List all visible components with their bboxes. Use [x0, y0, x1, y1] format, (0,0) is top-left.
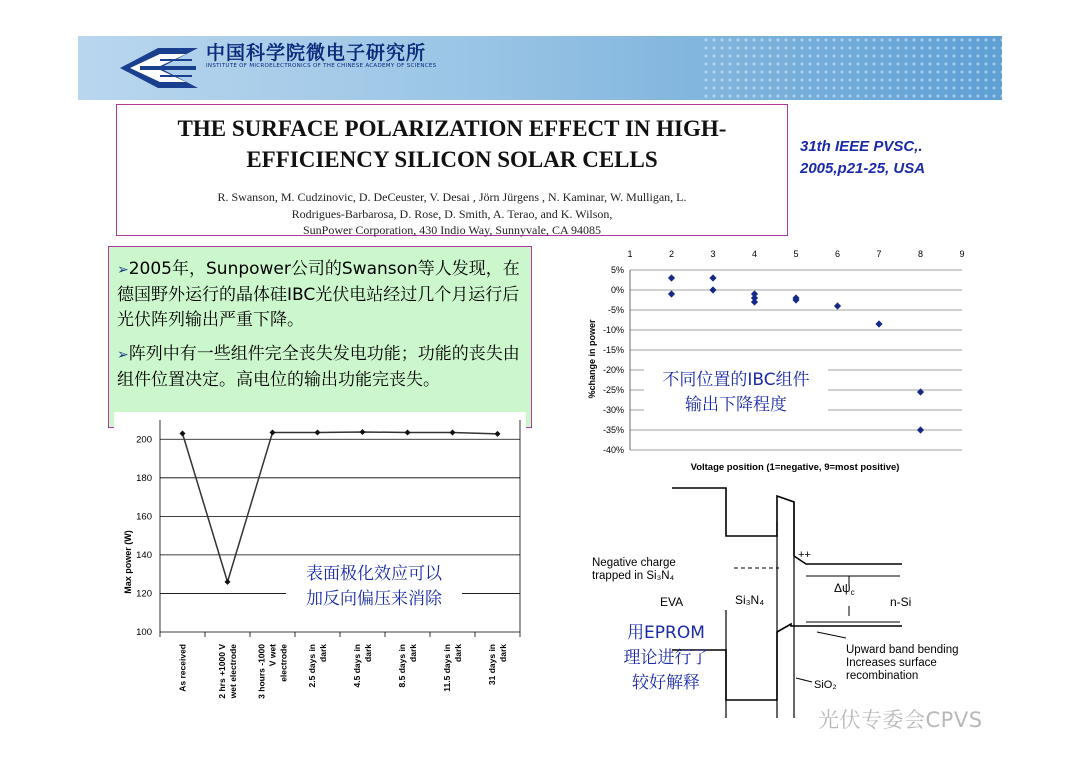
n-si-label: n-Si [890, 595, 912, 609]
summary-paragraph-1: ➢2005年，Sunpower公司的Swanson等人发现，在德国野外运行的晶体硅IBC光伏电站经过几个月运行后光伏阵列输出严重下降。 [117, 259, 520, 330]
band-callout: 用EPROM 理论进行了 较好解释 [623, 623, 709, 693]
power-category-text: dark [363, 644, 373, 662]
power-category-text: 8.5 days in [397, 644, 407, 688]
negative-charge-label: Negative charge [592, 557, 676, 569]
paper-authors [137, 189, 767, 239]
paper-title-line1: THE SURFACE POLARIZATION EFFECT IN HIGH- [177, 116, 727, 141]
scatter-y-tick: -10% [602, 325, 624, 335]
band-bending-label-2: Increases surface [846, 657, 937, 669]
scatter-point [917, 426, 924, 433]
scatter-callout: 不同位置的IBC组件 输出下降程度 [644, 368, 828, 418]
scatter-x-tick: 1 [627, 249, 633, 259]
scatter-y-tick: -5% [607, 305, 624, 315]
power-y-tick: 120 [136, 588, 152, 600]
power-category-text: 31 days in [487, 644, 497, 686]
power-y-tick: 140 [136, 549, 152, 561]
power-category-text: 2.5 days in [307, 644, 317, 688]
power-y-tick: 100 [136, 627, 152, 638]
bullet-arrow-icon: ➢ [117, 262, 129, 278]
scatter-y-tick: -15% [602, 345, 624, 355]
watermark: 光伏专委会CPVS [818, 708, 983, 732]
header-banner [78, 36, 1002, 100]
power-category-text: V wet [267, 644, 278, 667]
power-y-tick: 180 [136, 472, 152, 484]
power-change-scatter-chart [582, 244, 974, 476]
scatter-y-tick: -20% [602, 365, 624, 375]
scatter-point [668, 290, 675, 297]
negative-charge-label-2: trapped in Si₃N₄ [592, 570, 675, 582]
power-category-text: wet electrode [228, 644, 238, 699]
scatter-point [751, 298, 758, 305]
institute-name: 中国科学院微电子研究所 [206, 42, 427, 64]
conference-line1: 31th IEEE PVSC,. [800, 138, 923, 155]
power-category-text: dark [408, 644, 418, 662]
delta-psi-label: $\Delta\psi_c$ [834, 581, 855, 597]
summary-box [108, 246, 532, 428]
scatter-x-tick: 5 [793, 249, 799, 259]
positive-charge-signs: ++ [798, 549, 811, 561]
power-category-text: 3 hours -1000 [256, 644, 267, 699]
conduction-band-line [672, 488, 902, 564]
scatter-y-tick: 5% [610, 265, 624, 275]
scatter-y-tick: -40% [602, 445, 624, 455]
eva-label: EVA [660, 595, 684, 609]
scatter-x-axis-label: Voltage position (1=negative, 9=most positive) [690, 462, 900, 473]
scatter-x-tick: 8 [917, 249, 924, 259]
power-category-text: dark [453, 644, 463, 662]
paper-title-line2: EFFICIENCY SILICON SOLAR CELLS [246, 147, 658, 172]
power-category-text: As received [177, 644, 188, 692]
institute-subtitle: INSTITUTE OF MICROELECTRONICS OF THE CHINESE ACADEMY OF SCIENCES [206, 63, 437, 69]
power-callout: 表面极化效应可以 加反向偏压来消除 [286, 562, 462, 612]
authors-line2: Rodrigues-Barbarosa, D. Rose, D. Smith, A. Terao, and K. Wilson, [291, 206, 613, 221]
power-y-axis-label: Max power (W) [123, 530, 133, 594]
authors-line1: R. Swanson, M. Cudzinovic, D. DeCeuster, V. Desai , Jörn Jürgens , N. Kaminar, W. Mulligan, L. [217, 190, 687, 204]
conference-reference [800, 136, 1000, 180]
scatter-point [709, 274, 716, 281]
band-bending-label-1: Upward band bending [846, 644, 959, 656]
scatter-point [668, 274, 675, 281]
scatter-x-tick: 3 [710, 249, 716, 259]
scatter-x-tick: 4 [751, 249, 758, 259]
world-map-decoration [702, 36, 1002, 100]
power-category-label [217, 644, 238, 700]
sio2-label: SiO₂ [814, 679, 837, 691]
scatter-y-tick: -25% [602, 385, 624, 395]
scatter-y-axis-label: %change in power [587, 319, 597, 399]
scatter-x-tick: 9 [959, 249, 965, 259]
power-category-text: 11.5 days in [442, 644, 452, 692]
power-y-tick: 200 [136, 434, 152, 446]
scatter-point [834, 302, 841, 309]
summary-paragraph-2: ➢阵列中有一些组件完全丧失发电功能；功能的丧失由组件位置决定。高电位的输出功能完丧失。 [117, 344, 520, 390]
scatter-y-tick: -30% [602, 405, 624, 415]
power-category-text: 4.5 days in [352, 644, 362, 688]
bullet-arrow-icon: ➢ [117, 347, 129, 363]
scatter-point [709, 286, 716, 293]
power-category-label [178, 644, 188, 692]
conference-line2: 2005,p21-25, USA [800, 160, 926, 177]
scatter-point [875, 320, 882, 327]
power-category-text: dark [498, 644, 508, 662]
band-bending-label-3: recombination [846, 670, 919, 682]
si3n4-label: Si₃N₄ [735, 593, 765, 607]
power-y-tick: 160 [136, 511, 152, 523]
paper-title [117, 113, 787, 175]
scatter-x-tick: 7 [876, 249, 882, 259]
scatter-x-tick: 2 [668, 249, 675, 259]
scatter-y-tick: -35% [602, 425, 624, 435]
scatter-x-tick: 6 [834, 249, 841, 259]
power-category-text: 2 hrs +1000 V [217, 644, 227, 699]
paper-title-box [116, 104, 788, 236]
scatter-y-tick: 0% [610, 285, 624, 295]
power-category-text: electrode [278, 644, 289, 682]
institute-logo-icon [120, 42, 202, 94]
authors-line3: SunPower Corporation, 430 Indio Way, Sunnyvale, CA 94085 [302, 223, 602, 237]
power-category-text: dark [318, 644, 328, 662]
scatter-point [917, 388, 924, 395]
